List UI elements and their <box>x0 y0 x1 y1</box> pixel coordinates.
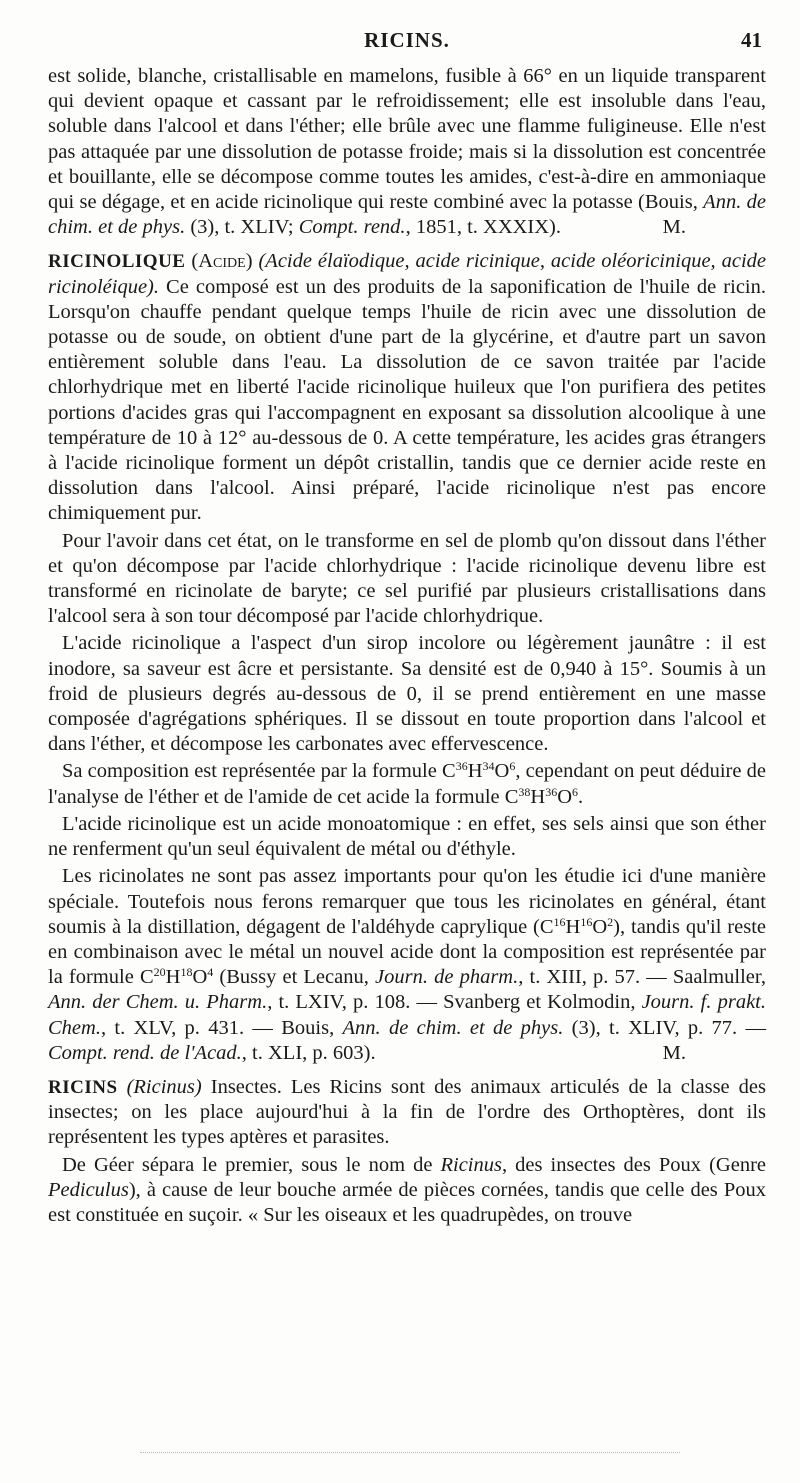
formula-sup: 18 <box>180 965 193 980</box>
p9-b: , des insectes des Poux (Genre <box>501 1153 766 1176</box>
page-number: 41 <box>741 28 762 52</box>
ref-compt-rend: Compt. rend. <box>298 216 406 239</box>
running-header <box>48 28 766 58</box>
ref-ann-chem: Ann. der Chem. u. Pharm. <box>48 991 268 1014</box>
headword-ricins: RICINS <box>48 1076 118 1098</box>
ref-ann-chim: Ann. de chim. et de phys. <box>48 191 766 239</box>
p5-a: Sa composition est représentée par la formule C <box>62 760 456 783</box>
bottom-rule <box>140 1452 680 1454</box>
p7-c: (Bussy et Lecanu, <box>213 966 375 989</box>
p1-text: est solide, blanche, cristallisable en mamelons, fusible à 66° en un liquide transparent qui devient opaque et cassant par le refroidissement; elle est insoluble dans l'eau, soluble dans l'alcool et dans l'éther; elle brûle avec une flamme fuligineuse. Elle n'est pas attaquée par une dissolution de potasse froide; mais si la dissolution est concentrée et bouillante, elle se décompose comme toutes les amides, c'est-à-dire en ammoniaque qui se dégage, et en acide ricinolique qui reste combiné avec la potasse (Bouis, <box>48 65 766 214</box>
formula-sup: 16 <box>580 914 593 929</box>
ref-journ-pharm: Journ. de pharm. <box>375 966 519 989</box>
ref-compt-rend-acad: Compt. rend. de l'Acad. <box>48 1041 242 1064</box>
p7-e: , t. LXIV, p. 108. — Svanberg et Kolmodin, <box>267 991 642 1014</box>
formula-sup: 34 <box>482 759 495 774</box>
paragraph-ricinolates: Les ricinolates ne sont pas assez importants pour qu'on les étudie ici d'une manière spéciale. Toutefois nous ferons remarquer que tous les ricinolates en général, étant soumis à la distillation, dégagent de l'aldéhyde caprylique $(C^{16}H^{16}O^2)$, tandis qu'il reste en combinaison avec le métal un nouvel acide dont la composition est représentée par la formule $C^{20}H^{18}O^4$ (Bussy et Lecanu, Journ. de pharm., t. XIII, p. 57. — Saalmuller, Ann. der Chem. u. Pharm., t. LXIV, p. 108. — Svanberg et Kolmodin, Journ. f. prakt. Chem., t. XLV, p. 431. — Bouis, Ann. de chim. et de phys. (3), t. XLIV, p. 77. — Compt. rend. de l'Acad., t. XLI, p. 603). M. <box>48 864 766 1066</box>
p7-f: , t. XLV, p. 431. — Bouis, <box>100 1016 343 1039</box>
formula-sup: 2 <box>607 914 614 929</box>
p5-c: . <box>578 785 584 808</box>
text-body <box>48 64 766 1228</box>
headword-ricinolique: RICINOLIQUE <box>48 251 186 273</box>
formula-sup: 6 <box>509 759 516 774</box>
p7-d: , t. XIII, p. 57. — Saalmuller, <box>518 966 766 989</box>
running-title: RICINS. <box>364 28 450 52</box>
paragraph-monoatomic: L'acide ricinolique est un acide monoatomique : en effet, ses sels ainsi que son éther ne renferment qu'un seul équivalent de métal ou d'éthyle. <box>48 812 766 861</box>
p7-b: ), tandis qu'il reste en combinaison avec le métal un nouvel acide dont la composition est représentée par la formule C <box>48 915 766 989</box>
formula-sup: 4 <box>207 965 214 980</box>
genus-pediculus: Pediculus <box>48 1178 129 1201</box>
formula-sup: 20 <box>153 965 166 980</box>
p7-a: Les ricinolates ne sont pas assez importants pour qu'on les étudie ici d'une manière spéciale. Toutefois nous ferons remarquer que tous les ricinolates en général, étant soumis à la distillation, dégagent de l'aldéhyde caprylique (C <box>48 865 766 938</box>
paragraph-composition: Sa composition est représentée par la formule $C^{36}H^{34}O^6$, cependant on peut déduire de l'analyse de l'éther et de l'amide de cet acide la formule $C^{38}H^{36}O^6$. <box>48 759 766 808</box>
p9-c: ), à cause de leur bouche armée de pièces cornées, tandis que celle des Poux est constituée en suçoir. « Sur les oiseaux et les quadrupèdes, on trouve <box>48 1178 766 1226</box>
formula-sup: 6 <box>572 784 579 799</box>
entry-text: Insectes. Les Ricins sont des animaux articulés de la classe des insectes; on les place aujourd'hui à la fin de l'ordre des Orthoptères, dont ils représentent les types aptères et parasites. <box>48 1075 767 1149</box>
paragraph-de-geer <box>48 1153 766 1229</box>
p7-h: , t. XLI, p. 603). <box>241 1041 376 1064</box>
p7-g: (3), t. XLIV, p. 77. — <box>563 1016 766 1039</box>
entry-ricins <box>48 1075 766 1151</box>
synonyms: (Acide élaïodique, acide ricinique, acide oléoricinique, acide ricinoléique). <box>48 250 766 298</box>
formula-sup: 36 <box>455 759 468 774</box>
paragraph-continued <box>48 64 766 240</box>
formula-sup: 36 <box>545 784 558 799</box>
author-signature: M. <box>662 1041 686 1064</box>
p9-a: De Géer sépara le premier, sous le nom de <box>62 1153 441 1176</box>
ref-ann-chim-2: Ann. de chim. et de phys. <box>342 1016 564 1039</box>
entry-text: Ce composé est un des produits de la saponification de l'huile de ricin. Lorsqu'on chauffe pendant quelque temps l'huile de ricin avec une dissolution de potasse ou de soude, on obtient d'une part de la glycérine, et d'autre part un savon entièrement soluble dans l'eau. La dissolution de ce savon traitée par l'acide chlorhydrique met en liberté l'acide ricinolique huileux que l'on purifiera des petites portions d'acides gras qui l'accompagnent en exposant sa dissolution alcoolique à une température de 10 à 12° au-dessous de 0. A cette température, les acides gras étrangers à l'acide ricinolique forment un dépôt cristallin, tandis que ce dernier acide reste en dissolution dans l'alcool. Ainsi préparé, l'acide ricinolique n'est pas encore chimiquement pur. <box>48 275 766 525</box>
paragraph-purification: Pour l'avoir dans cet état, on le transforme en sel de plomb qu'on dissout dans l'éther et qu'on décompose par l'acide chlorhydrique : l'acide ricinolique devenu libre est transformé en ricinolate de baryte; ce sel purifié par plusieurs cristallisations dans l'alcool sera à son tour décomposé par l'acide chlorhydrique. <box>48 529 766 628</box>
latin-name: (Ricinus) <box>126 1075 202 1098</box>
entry-ricinolique <box>48 249 766 526</box>
genus-ricinus: Ricinus <box>440 1153 502 1176</box>
p1-end: , 1851, t. XXXIX). <box>405 216 562 239</box>
paragraph-properties: L'acide ricinolique a l'aspect d'un sirop incolore ou légèrement jaunâtre : il est inodore, sa saveur est âcre et persistante. Sa densité est de 0,940 à 15°. Soumis à un froid de plusieurs degrés au-dessous de 0, il se prend entièrement en une masse composée d'agrégations sphériques. Il se dissout en toute proportion dans l'alcool et dans l'éther, et décompose les carbonates avec effervescence. <box>48 632 766 756</box>
formula-sup: 38 <box>518 784 531 799</box>
author-signature: M. <box>662 216 686 239</box>
headword-qualifier: (Acide) <box>185 250 259 273</box>
ref-journ-prakt: Journ. f. prakt. Chem. <box>48 991 766 1039</box>
p5-b: , cependant on peut déduire de l'analyse de l'éther et de l'amide de cet acide la formule C <box>48 760 766 808</box>
formula-sup: 16 <box>553 914 566 929</box>
p1-mid: (3), t. XLIV; <box>185 216 299 239</box>
